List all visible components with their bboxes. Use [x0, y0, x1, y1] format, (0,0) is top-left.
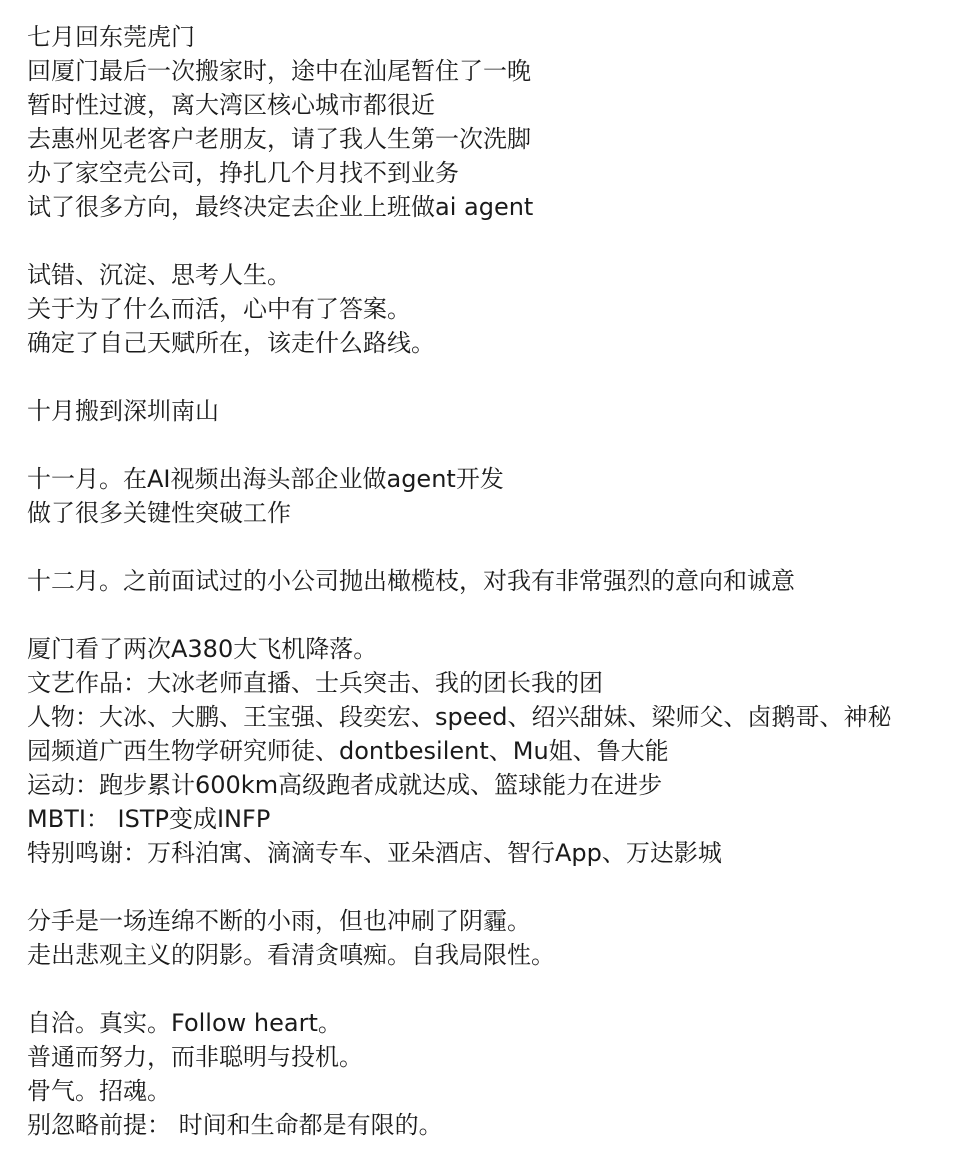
- paragraph-gap: [27, 360, 967, 394]
- text-line: 回厦门最后一次搬家时，途中在汕尾暂住了一晚: [27, 57, 531, 85]
- paragraph-october: [27, 394, 967, 428]
- paragraph-gap: [27, 972, 967, 1006]
- paragraph-gap: [27, 870, 967, 904]
- text-line: 别忽略前提： 时间和生命都是有限的。: [27, 1111, 443, 1139]
- text-line: 运动：跑步累计600km高级跑者成就达成、篮球能力在进步: [27, 771, 663, 799]
- text-line: 去惠州见老客户老朋友，请了我人生第一次洗脚: [27, 125, 531, 153]
- paragraph-highlights: [27, 632, 967, 870]
- text-line: 分手是一场连绵不断的小雨，但也冲刷了阴霾。: [27, 907, 531, 935]
- text-line: 办了家空壳公司，挣扎几个月找不到业务: [27, 159, 459, 187]
- text-line: 园频道广西生物学研究师徒、dontbesilent、Mu姐、鲁大能: [27, 737, 669, 765]
- note-body: [27, 20, 967, 1142]
- text-line: 十月搬到深圳南山: [27, 397, 219, 425]
- text-line: 暂时性过渡，离大湾区核心城市都很近: [27, 91, 435, 119]
- text-line: 十二月。之前面试过的小公司抛出橄榄枝，对我有非常强烈的意向和诚意: [27, 567, 795, 595]
- text-line: 十一月。在AI视频出海头部企业做agent开发: [27, 465, 504, 493]
- text-line: 七月回东莞虎门: [27, 23, 195, 51]
- paragraph-breakup: [27, 904, 967, 972]
- text-line: 人物：大冰、大鹏、王宝强、段奕宏、speed、绍兴甜妹、梁师父、卤鹅哥、神秘: [27, 703, 892, 731]
- text-line: MBTI： ISTP变成INFP: [27, 805, 271, 833]
- paragraph-gap: [27, 598, 967, 632]
- text-line: 走出悲观主义的阴影。看清贪嗔痴。自我局限性。: [27, 941, 555, 969]
- text-line: 试错、沉淀、思考人生。: [27, 261, 291, 289]
- text-line: 关于为了什么而活，心中有了答案。: [27, 295, 411, 323]
- text-line: 做了很多关键性突破工作: [27, 499, 291, 527]
- paragraph-principles: [27, 1006, 967, 1142]
- text-line: 自洽。真实。Follow heart。: [27, 1009, 342, 1037]
- paragraph-gap: [27, 530, 967, 564]
- text-line: 特别鸣谢：万科泊寓、滴滴专车、亚朵酒店、智行App、万达影城: [27, 839, 722, 867]
- paragraph-gap: [27, 428, 967, 462]
- text-line: 确定了自己天赋所在，该走什么路线。: [27, 329, 435, 357]
- paragraph-december: [27, 564, 967, 598]
- text-line: 骨气。招魂。: [27, 1077, 171, 1105]
- paragraph-gap: [27, 224, 967, 258]
- text-line: 文艺作品：大冰老师直播、士兵突击、我的团长我的团: [27, 669, 603, 697]
- text-line: 普通而努力，而非聪明与投机。: [27, 1043, 363, 1071]
- paragraph-reflection: [27, 258, 967, 360]
- text-line: 厦门看了两次A380大飞机降落。: [27, 635, 378, 663]
- text-line: 试了很多方向，最终决定去企业上班做ai agent: [27, 193, 534, 221]
- paragraph-july: [27, 20, 967, 224]
- paragraph-november: [27, 462, 967, 530]
